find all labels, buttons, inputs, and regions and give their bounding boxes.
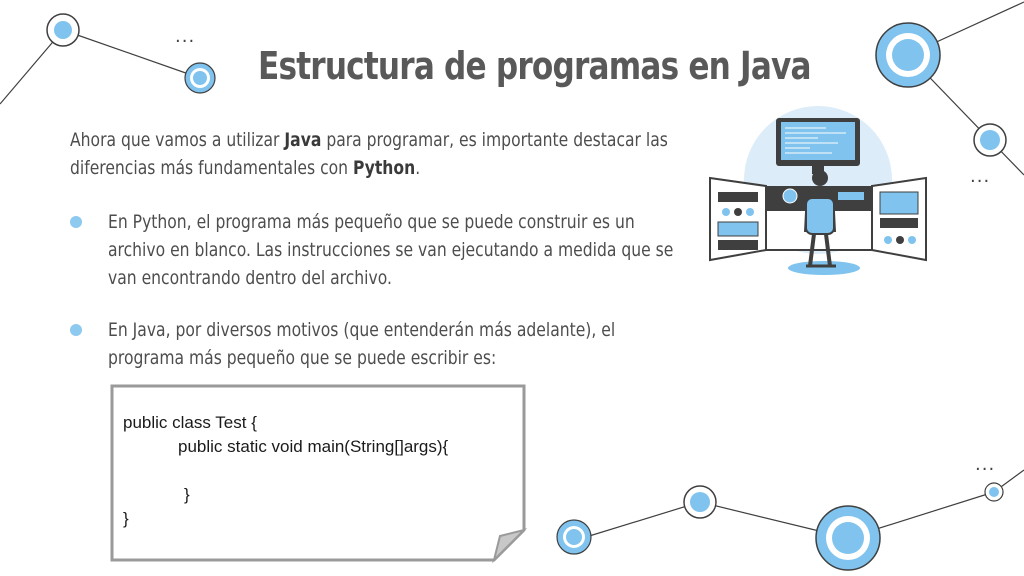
bullet-text: En Java, por diversos motivos (que entenderán más adelante), el programa más pequeño que se puede escribir es: <box>108 319 616 369</box>
code-line: public static void main(String[]args){ <box>178 437 449 456</box>
code-box-frame <box>110 384 530 564</box>
ellipsis-mark: ... <box>975 454 996 475</box>
ellipsis-mark: ... <box>970 166 991 187</box>
intro-suffix: . <box>415 157 421 179</box>
intro-prefix: Ahora que vamos a utilizar <box>70 129 285 151</box>
bullet-text: En Python, el programa más pequeño que se puede construir es un archivo en blanco. Las instrucciones se van ejecutando a medida que se van encontrando dentro del archivo. <box>108 211 674 289</box>
code-line: public class Test { <box>123 413 257 432</box>
intro-java: Java <box>284 129 322 151</box>
bullet-dot <box>70 216 82 228</box>
intro-python: Python <box>352 157 416 179</box>
bullet-dot <box>70 324 82 336</box>
intro-paragraph <box>70 126 693 182</box>
intro-middle: para programar, es importante destacar las diferencias más fundamentales con <box>70 129 668 179</box>
code-box <box>110 384 530 568</box>
code-line: } <box>184 485 190 504</box>
ellipsis-mark: ... <box>175 26 196 47</box>
slide-title: Estructura de programas en Java <box>258 44 811 88</box>
programmer-illustration <box>706 100 936 280</box>
code-line: } <box>123 509 129 528</box>
